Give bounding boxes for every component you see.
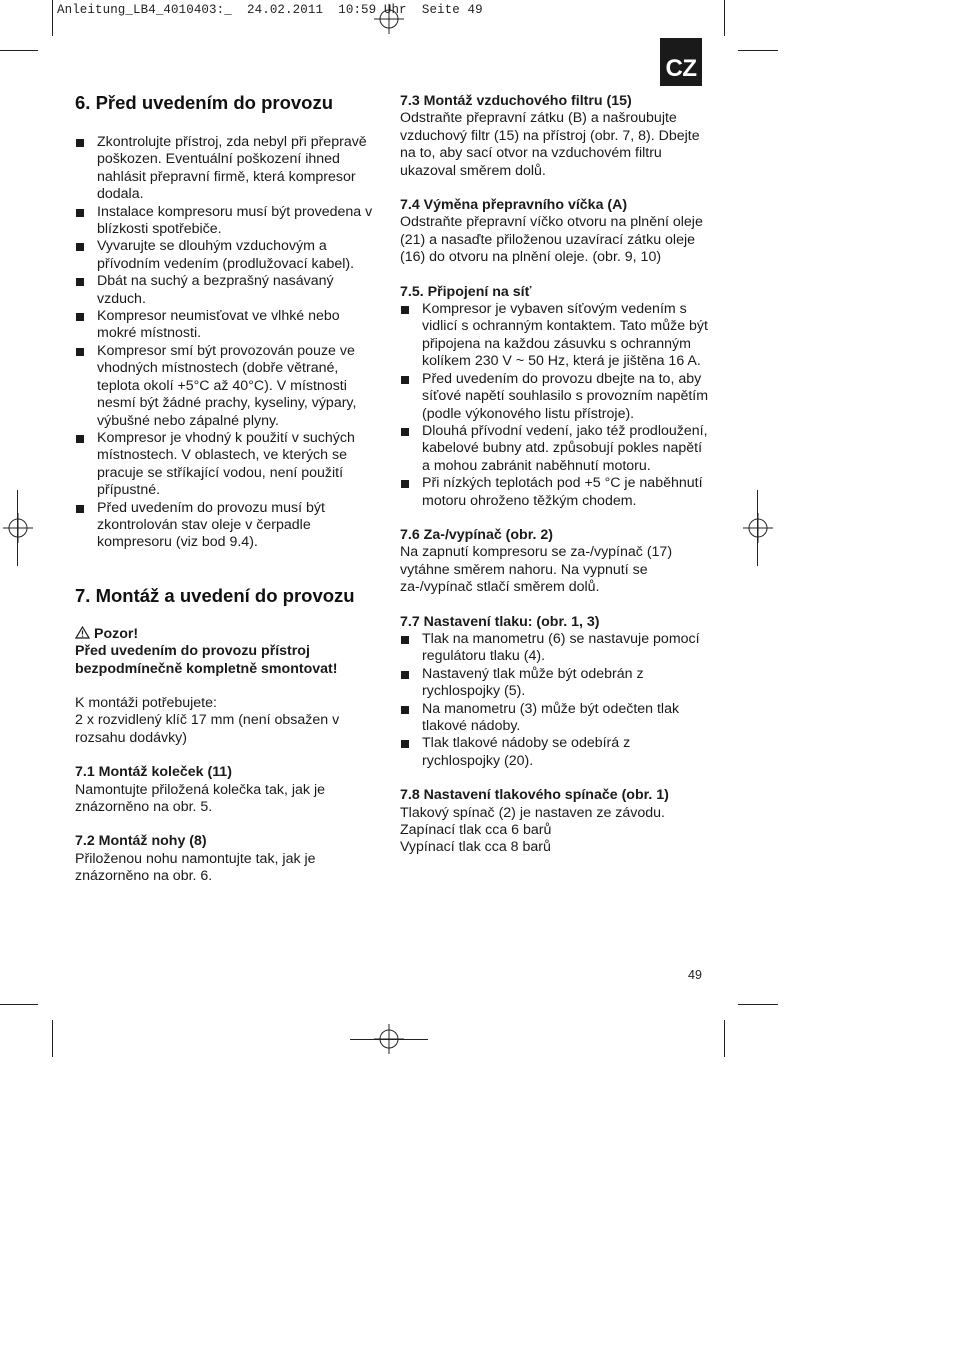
print-slug: Anleitung_LB4_4010403:_ 24.02.2011 10:59 Uhr Seite 49 <box>57 3 483 17</box>
subsection-7-2-heading: 7.2 Montáž nohy (8) <box>75 833 207 850</box>
subsection-7-7-heading: 7.7 Nastavení tlaku: (obr. 1, 3) <box>400 613 600 630</box>
subsection-7-3-text: Odstraňte přepravní zátku (B) a našroubujte vzduchový filtr (15) na přístroj (obr. 7, 8). Dbejte na to, aby sací otvor na vzduchovém filtru ukazoval směrem dolů. <box>400 110 700 179</box>
page-number: 49 <box>688 968 702 982</box>
subsection-7-8-heading: 7.8 Nastavení tlakového spínače (obr. 1) <box>400 787 669 804</box>
crop-mark <box>738 1004 778 1005</box>
list-item: Před uvedením do provozu musí být zkontrolován stav oleje v čerpadle kompresoru (viz bod 9.4). <box>75 500 380 552</box>
section-6-heading: 6. Před uvedením do provozu <box>75 92 334 113</box>
subsection-7-1-heading: 7.1 Montáž koleček (11) <box>75 764 232 781</box>
subsection-7-3-heading: 7.3 Montáž vzduchového filtru (15) <box>400 93 632 109</box>
subsection-7-8-line: Vypínací tlak cca 8 barů <box>400 839 551 856</box>
subsection-7-7-list <box>400 631 710 770</box>
crop-mark <box>350 1039 428 1040</box>
crop-mark <box>52 0 53 36</box>
subsection-7-1-text: Namontujte přiložená kolečka tak, jak je znázorněno na obr. 5. <box>75 781 325 815</box>
section-7-heading: 7. Montáž a uvedení do provozu <box>75 584 355 606</box>
tools-intro: K montáži potřebujete: <box>75 694 217 711</box>
language-badge-label: CZ <box>665 55 697 82</box>
subsection-7-5-list <box>400 301 710 510</box>
subsection-7-2-text: Přiloženou nohu namontujte tak, jak je znázorněno na obr. 6. <box>75 850 316 885</box>
language-badge <box>660 38 702 86</box>
right-column <box>400 93 710 857</box>
warning-text: Před uvedením do provozu přístroj bezpodmínečně kompletně smontovat! <box>75 643 338 677</box>
list-item: Kompresor neumisťovat ve vlhké nebo mokré místnosti. <box>75 308 380 343</box>
list-item: Nastavený tlak může být odebrán z rychlospojky (5). <box>400 666 710 701</box>
list-item: Tlak tlakové nádoby se odebírá z rychlospojky (20). <box>400 735 710 770</box>
warning-triangle-icon <box>75 626 90 639</box>
list-item: Dbát na suchý a bezprašný nasávaný vzduch. <box>75 273 380 308</box>
tools-text: 2 x rozvidlený klíč 17 mm (není obsažen v rozsahu dodávky) <box>75 712 340 746</box>
registration-mark-icon <box>3 513 33 543</box>
registration-mark-icon <box>743 513 773 543</box>
crop-mark <box>52 1020 53 1057</box>
subsection-7-5-heading: 7.5. Připojení na síť <box>400 283 532 300</box>
list-item: Vyvarujte se dlouhým vzduchovým a přívodním vedením (prodlužovací kabel). <box>75 238 380 273</box>
list-item: Kompresor je vhodný k použití v suchých místnostech. V oblastech, ve kterých se pracuje se stříkající vodou, není použití přípustné. <box>75 430 380 500</box>
list-item: Zkontrolujte přístroj, zda nebyl při přepravě poškozen. Eventuální poškození ihned nahlásit přepravní firmě, která kompresor dodala. <box>75 134 380 204</box>
crop-mark <box>724 0 725 36</box>
subsection-7-6-heading: 7.6 Za-/vypínač (obr. 2) <box>400 526 553 543</box>
warning-label: Pozor! <box>94 625 139 642</box>
subsection-7-8-line: Zapínací tlak cca 6 barů <box>400 822 552 839</box>
list-item: Tlak na manometru (6) se nastavuje pomocí regulátoru tlaku (4). <box>400 631 710 666</box>
warning-heading <box>75 626 380 643</box>
list-item: Instalace kompresoru musí být provedena v blízkosti spotřebiče. <box>75 204 380 239</box>
subsection-7-4-text: Odstraňte přepravní víčko otvoru na plnění oleje (21) a nasaďte přiloženou uzavírací zátku oleje (16) do otvoru na plnění oleje. (obr. 9, 10) <box>400 214 703 266</box>
registration-mark-icon <box>374 4 404 34</box>
subsection-7-6-text: Na zapnutí kompresoru se za-/vypínač (17) vytáhne směrem nahoru. Na vypnutí se za-/vypínač stlačí směrem dolů. <box>400 544 673 596</box>
subsection-7-4-heading: 7.4 Výměna přepravního víčka (A) <box>400 197 628 214</box>
left-column <box>75 92 380 886</box>
list-item: Před uvedením do provozu dbejte na to, aby síťové napětí souhlasilo s provozním napětím (podle výkonového listu přístroje). <box>400 371 710 423</box>
list-item: Na manometru (3) může být odečten tlak tlakové nádoby. <box>400 701 710 736</box>
list-item: Kompresor smí být provozován pouze ve vhodných místnostech (dobře větrané, teplota okolí +5°C až 40°C). V místnosti nesmí být žádné prachy, kyseliny, výpary, výbušné nebo zápalné plyny. <box>75 343 380 430</box>
list-item: Dlouhá přívodní vedení, jako též prodloužení, kabelové bubny atd. způsobují pokles napětí a mohou zabránit naběhnutí motoru. <box>400 423 710 475</box>
crop-mark <box>724 1020 725 1057</box>
crop-mark <box>0 50 38 51</box>
list-item: Při nízkých teplotách pod +5 °C je naběhnutí motoru ohroženo těžkým chodem. <box>400 475 710 510</box>
subsection-7-8-line: Tlakový spínač (2) je nastaven ze závodu. <box>400 804 665 821</box>
crop-mark <box>738 50 778 51</box>
list-item: Kompresor je vybaven síťovým vedením s vidlicí s ochranným kontaktem. Tato může být připojena na každou zásuvku s ochranným kolíkem 230 V ~ 50 Hz, která je jištěna 16 A. <box>400 301 710 371</box>
crop-mark <box>0 1004 38 1005</box>
section-6-list <box>75 134 380 552</box>
